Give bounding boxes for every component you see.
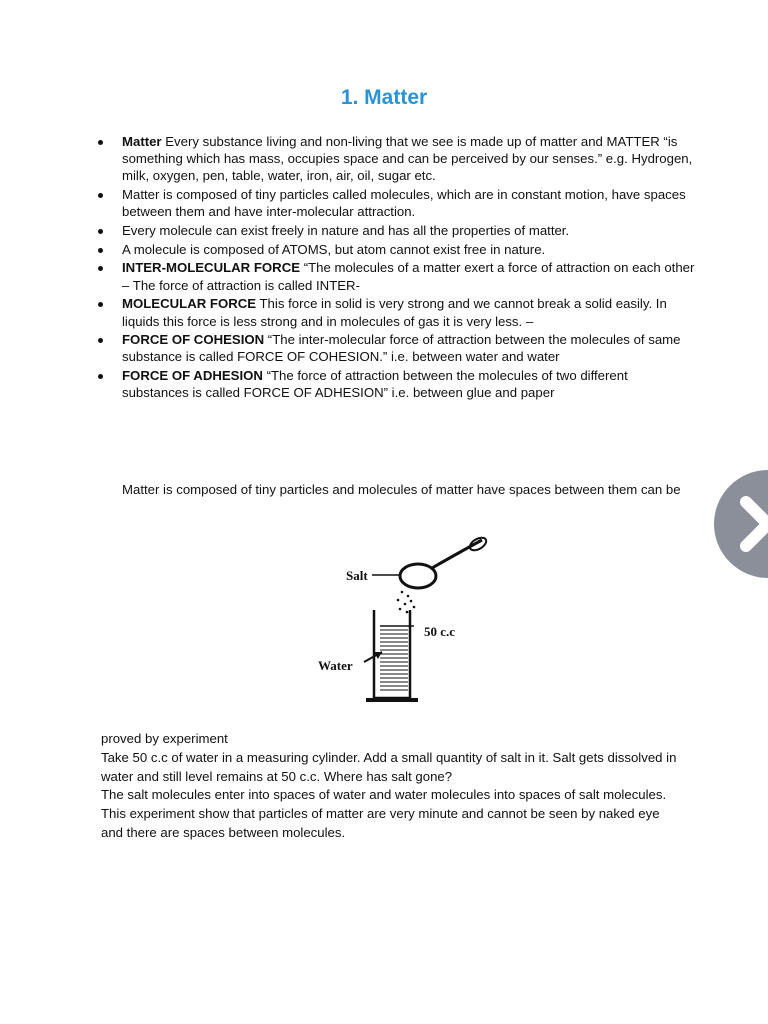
salt-water-experiment-figure: [310, 530, 510, 710]
spoon-bowl: [400, 564, 436, 588]
bullet-text: Every molecule can exist freely in nature and has all the properties of matter.: [122, 223, 570, 239]
bullet-dot-icon: [98, 266, 103, 271]
page-title: 1. Matter: [340, 86, 428, 109]
experiment-text: [101, 730, 681, 843]
bullet-dot-icon: [98, 193, 103, 198]
close-icon: [714, 470, 768, 578]
water-label: Water: [318, 658, 353, 673]
spoon-handle: [432, 540, 482, 568]
bullet-term: MOLECULAR FORCE: [122, 296, 257, 312]
salt-label: Salt: [346, 568, 368, 583]
bullet-item: [96, 331, 696, 365]
bullet-item: [96, 222, 696, 239]
bullet-item: [96, 259, 696, 293]
bullet-dot-icon: [98, 302, 103, 307]
bullet-term: INTER-MOLECULAR FORCE: [122, 260, 301, 276]
bullet-item: [96, 367, 696, 401]
close-button[interactable]: [714, 470, 768, 578]
bullet-text: “The force of attraction between the molecules of two different substances is called FORCE OF ADHESION” i.e. between glue and paper: [122, 368, 628, 401]
bullet-dot-icon: [98, 140, 103, 145]
bullet-dot-icon: [98, 229, 103, 234]
bullet-item: [96, 186, 696, 220]
paragraph: The salt molecules enter into spaces of water and water molecules into spaces of salt molecules. This experiment show that particles of matter are very minute and cannot be seen by naked eye and there are spaces between molecules.: [101, 787, 667, 840]
paragraph: proved by experiment: [101, 731, 228, 746]
paragraph: Take 50 c.c of water in a measuring cylinder. Add a small quantity of salt in it. Salt gets dissolved in water and still level remains at 50 c.c. Where has salt gone?: [101, 749, 677, 784]
bullet-term: Matter: [122, 134, 162, 149]
water-level: [380, 630, 408, 690]
bullet-term: FORCE OF ADHESION: [122, 368, 263, 384]
bullet-text: This force in solid is very strong and we cannot break a solid easily. In liquids this force is less strong and in molecules of gas it is very less. –: [122, 296, 667, 329]
volume-label: 50 c.c: [424, 624, 456, 639]
bullet-dot-icon: [98, 248, 103, 253]
cylinder-illustration: [310, 530, 510, 710]
bullet-item: [96, 295, 696, 329]
bullet-text: “The inter-molecular force of attraction between the molecules of same substance is called FORCE OF COHESION.” i.e. between water and water: [122, 332, 681, 365]
bullet-term: FORCE OF COHESION: [122, 332, 265, 348]
intro-paragraph: Matter is composed of tiny particles and molecules of matter have spaces between them can be: [122, 482, 681, 497]
bullet-text: “The molecules of a matter exert a force of attraction on each other – The force of attraction is called INTER-: [122, 260, 695, 293]
bullet-item: [96, 241, 696, 258]
bullet-text: A molecule is composed of ATOMS, but atom cannot exist free in nature.: [122, 241, 546, 257]
bullet-dot-icon: [98, 338, 103, 343]
bullet-dot-icon: [98, 374, 103, 379]
bullet-list: [96, 133, 696, 403]
salt-grains: [397, 591, 416, 614]
bullet-item: [96, 133, 696, 185]
bullet-text: Every substance living and non-living that we see is made up of matter and MATTER “is something which has mass, occupies space and can be perceived by our senses.” e.g. Hydrogen, milk, oxygen, pen, table, water, iron, air, oil, sugar etc.: [122, 134, 693, 184]
bullet-text: Matter is composed of tiny particles called molecules, which are in constant motion, have spaces between them and have inter-molecular attraction.: [122, 187, 686, 220]
